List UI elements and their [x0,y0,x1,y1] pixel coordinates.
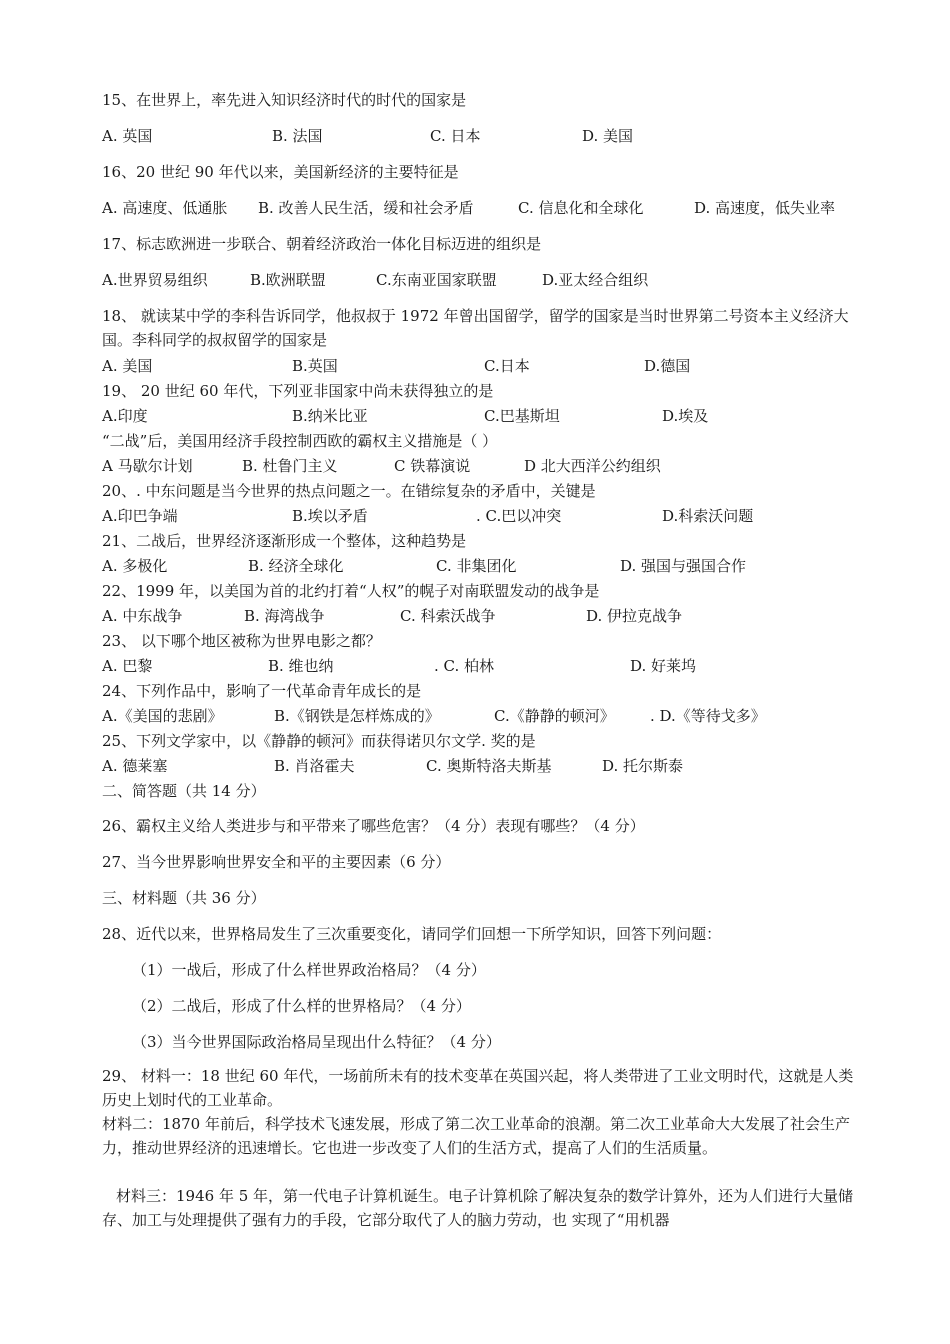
option-c: C.东南亚国家联盟 [376,271,497,289]
question-25-options [102,756,862,776]
question-21-stem: 21、二战后，世界经济逐渐形成一个整体，这种趋势是 [102,532,467,550]
option-c: C.《静静的顿河》 [494,707,615,725]
option-d: D.埃及 [662,407,709,425]
option-d: D.德国 [644,357,691,375]
question-18-stem: 18、 就读某中学的李科告诉同学，他叔叔于 1972 年曾出国留学，留学的国家是当时世界第二号资本主义经济大国。李科同学的叔叔留学的国家是 [102,307,849,349]
question-21-options [102,556,862,576]
option-a: A.印度 [102,407,148,425]
option-b: B. 经济全球化 [248,557,344,575]
option-c: C. 科索沃战争 [400,607,496,625]
question-19-options [102,406,862,426]
option-a: A. 德莱塞 [102,757,168,775]
question-extra-stem: “二战”后，美国用经济手段控制西欧的霸权主义措施是（ ） [102,432,498,450]
option-c: C. 非集团化 [436,557,517,575]
option-a: A.世界贸易组织 [102,271,208,289]
question-28-sub-3: （3）当今世界国际政治格局呈现出什么特征？（4 分） [132,1033,501,1051]
option-d: D. 高速度，低失业率 [694,199,836,217]
question-29-material-3: 材料三：1946 年 5 年，第一代电子计算机诞生。电子计算机除了解决复杂的数学计算外，还为人们进行大量储存、加工与处理提供了强有力的手段，它部分取代了人的脑力劳动，也 实现了“用机器 [102,1187,854,1229]
section-2-heading: 二、简答题（共 14 分） [102,782,266,800]
question-20-stem: 20、. 中东问题是当今世界的热点问题之一。在错综复杂的矛盾中，关键是 [102,482,596,500]
option-a: A. 多极化 [102,557,168,575]
option-c: . C. 柏林 [434,657,495,675]
option-b: B.欧洲联盟 [250,271,326,289]
option-c: C.日本 [484,357,530,375]
option-b: B. 杜鲁门主义 [242,457,338,475]
option-b: B.纳米比亚 [292,407,368,425]
question-19-stem: 19、 20 世纪 60 年代，下列亚非国家中尚未获得独立的是 [102,382,494,400]
option-b: B. 改善人民生活，缓和社会矛盾 [258,199,474,217]
option-a: A. 巴黎 [102,657,153,675]
option-d: D. 美国 [582,127,634,145]
option-a: A. 高速度、低通胀 [102,199,228,217]
option-d: . D.《等待戈多》 [650,707,766,725]
option-c: . C.巴以冲突 [476,507,562,525]
question-17-options [102,270,862,290]
question-28-sub-2: （2）二战后，形成了什么样的世界格局？（4 分） [132,997,471,1015]
question-16-options [102,198,862,218]
question-18-options [102,356,862,376]
option-a: A. 美国 [102,357,153,375]
question-25-stem: 25、下列文学家中，以《静静的顿河》而获得诺贝尔文学. 奖的是 [102,732,536,750]
option-a: A. 英国 [102,127,153,145]
question-24-stem: 24、下列作品中，影响了一代革命青年成长的是 [102,682,422,700]
option-c: C. 奥斯特洛夫斯基 [426,757,552,775]
option-d: D.亚太经合组织 [542,271,649,289]
option-c: C 铁幕演说 [394,457,471,475]
option-b: B.《钢铁是怎样炼成的》 [274,707,440,725]
section-3-heading: 三、材料题（共 36 分） [102,889,266,907]
option-a: A.《美国的悲剧》 [102,707,223,725]
option-b: B. 维也纳 [268,657,334,675]
question-17-stem: 17、标志欧洲进一步联合、朝着经济政治一体化目标迈进的组织是 [102,235,542,253]
question-23-stem: 23、 以下哪个地区被称为世界电影之都？ [102,632,381,650]
option-a: A. 中东战争 [102,607,183,625]
question-29-material-1: 29、 材料一：18 世纪 60 年代，一场前所未有的技术变革在英国兴起，将人类带进了工业文明时代，这就是人类历史上划时代的工业革命。 [102,1067,854,1109]
option-c: C. 信息化和全球化 [518,199,644,217]
question-extra-options [102,456,862,476]
option-a: A 马歇尔计划 [102,457,193,475]
option-d: D. 强国与强国合作 [620,557,747,575]
option-d: D 北大西洋公约组织 [524,457,661,475]
question-24-options [102,706,862,726]
question-16-stem: 16、20 世纪 90 年代以来，美国新经济的主要特征是 [102,163,459,181]
option-c: C. 日本 [430,127,481,145]
question-22-options [102,606,862,626]
question-29-material-2: 材料二：1870 年前后，科学技术飞速发展，形成了第二次工业革命的浪潮。第二次工业革命大大发展了社会生产力，推动世界经济的迅速增长。它也进一步改变了人们的生活方式，提高了人们的生活质量。 [102,1115,850,1157]
option-b: B. 法国 [272,127,323,145]
option-d: D. 托尔斯泰 [602,757,684,775]
question-15-stem: 15、在世界上，率先进入知识经济时代的时代的国家是 [102,91,467,109]
question-20-options [102,506,862,526]
option-d: D. 伊拉克战争 [586,607,683,625]
option-b: B. 肖洛霍夫 [274,757,355,775]
question-27: 27、当今世界影响世界安全和平的主要因素（6 分） [102,853,451,871]
option-d: D.科索沃问题 [662,507,754,525]
question-15-options [102,126,862,146]
option-d: D. 好莱坞 [630,657,697,675]
option-c: C.巴基斯坦 [484,407,560,425]
option-b: B. 海湾战争 [244,607,325,625]
question-22-stem: 22、1999 年，以美国为首的北约打着“人权”的幌子对南联盟发动的战争是 [102,582,600,600]
option-b: B.埃以矛盾 [292,507,368,525]
option-a: A.印巴争端 [102,507,178,525]
question-26: 26、霸权主义给人类进步与和平带来了哪些危害？（4 分）表现有哪些？（4 分） [102,817,645,835]
question-28-sub-1: （1）一战后，形成了什么样世界政治格局？（4 分） [132,961,486,979]
question-28-stem: 28、近代以来，世界格局发生了三次重要变化，请同学们回想一下所学知识，回答下列问题： [102,925,722,943]
question-23-options [102,656,862,676]
option-b: B.英国 [292,357,338,375]
